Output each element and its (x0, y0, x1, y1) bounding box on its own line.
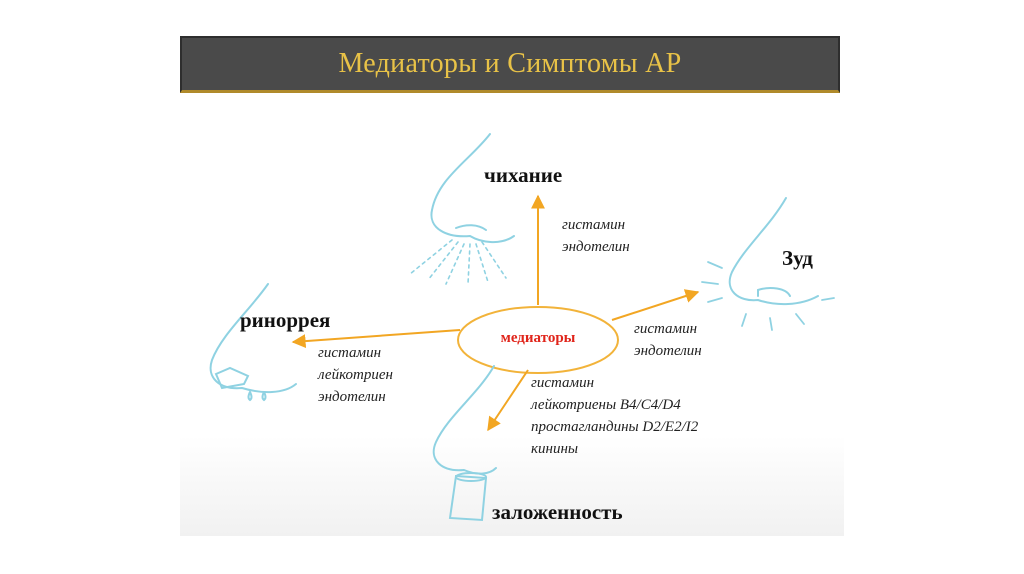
sneezing-mediator: эндотелин (562, 239, 630, 255)
congestion-mediator: гистамин (531, 375, 595, 391)
arrow-to-congestion (488, 370, 528, 430)
congestion-mediator: кинины (531, 441, 579, 457)
itching-label: Зуд (782, 246, 813, 270)
rhinorrhea-label: риноррея (240, 308, 331, 332)
rhinorrhea-mediators (318, 342, 393, 408)
itching-mediator: гистамин (634, 321, 698, 337)
sneezing-label: чихание (484, 163, 563, 187)
arrow-to-itching (612, 292, 698, 320)
rhinorrhea-mediator: эндотелин (318, 389, 386, 405)
congestion-mediators (531, 372, 698, 460)
itching-mediator: эндотелин (634, 343, 702, 359)
congestion-mediator: лейкотриены B4/C4/D4 (531, 397, 681, 413)
congestion-label: заложенность (492, 500, 623, 524)
rhinorrhea-mediator: лейкотриен (318, 367, 393, 383)
sneezing-mediator: гистамин (562, 217, 626, 233)
congestion-mediator: простагландины D2/E2/I2 (531, 419, 699, 435)
itching-nose-icon (702, 198, 834, 330)
rhinorrhea-nose-icon (211, 284, 296, 400)
itching-mediators (634, 318, 702, 362)
center-label: медиаторы (500, 330, 576, 346)
rhinorrhea-mediator: гистамин (318, 345, 382, 361)
slide-title: Медиаторы и Симптомы АР (338, 48, 682, 79)
sneezing-mediators (562, 214, 630, 258)
congestion-nose-icon (434, 366, 496, 520)
sneezing-nose-icon (410, 134, 514, 284)
